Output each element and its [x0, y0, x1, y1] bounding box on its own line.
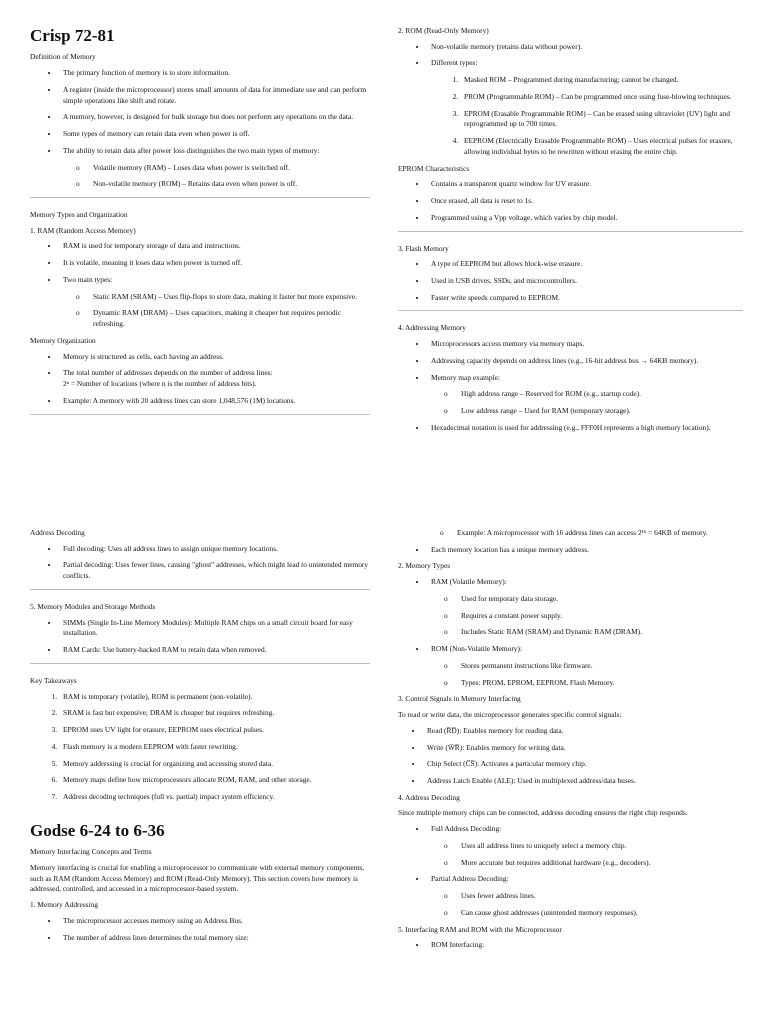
sub-list-item: o Low address range – Used for RAM (temporary storage).: [444, 406, 743, 417]
decoding-types-list: [398, 824, 743, 918]
numbered-item: 3. EPROM (Erasable Programmable ROM) – Can be erased using ultraviolet (UV) light and reprogrammed up to 700 times.: [460, 109, 743, 130]
sub-list-item: o Dynamic RAM (DRAM) – Uses capacitors, making it cheaper but requires periodic refreshing.: [76, 308, 370, 329]
section-crisp-left: [30, 26, 370, 427]
list-item: • Memory is structured as cells, each having an address.: [59, 352, 370, 363]
list-item: [427, 577, 743, 638]
divider: [398, 310, 743, 311]
sub-list-item: o More accurate but requires additional hardware (e.g., decoders).: [444, 858, 743, 869]
heading-memory-organization: Memory Organization: [30, 335, 96, 345]
list-item: • RAM Cards: Use battery-backed RAM to retain data when removed.: [59, 645, 370, 656]
list-item: • RAM is used for temporary storage of data and instructions.: [59, 241, 370, 252]
heading-eprom-characteristics: EPROM Characteristics: [398, 163, 470, 173]
address-list: [398, 545, 743, 556]
sub-list: [63, 163, 370, 190]
section-godse-left: [30, 528, 370, 949]
sub-list-item: o Types: PROM, EPROM, EEPROM, Flash Memory.: [444, 678, 743, 689]
list-item: • Address Latch Enable (ALE): Used in multiplexed address/data buses.: [423, 776, 743, 787]
list-item-text: The total number of addresses depends on the number of address lines:: [63, 368, 273, 378]
numbered-item: 2. PROM (Programmable ROM) – Can be programmed once using fuse-blowing techniques.: [460, 92, 743, 103]
list-item: • Contains a transparent quartz window for UV erasure.: [427, 179, 743, 190]
list-item: [427, 373, 743, 417]
heading-addressing-memory: 4. Addressing Memory: [398, 323, 466, 333]
divider: [30, 589, 370, 590]
sub-list: [63, 292, 370, 330]
interfacing-list: [398, 940, 743, 951]
list-item-text: RAM (Volatile Memory):: [431, 577, 507, 587]
list-item: • Each memory location has a unique memory address.: [427, 545, 743, 556]
addressing-list: [398, 339, 743, 433]
list-item: [59, 146, 370, 190]
list-item-text: The ability to retain data after power loss distinguishes the two main types of memory:: [63, 145, 320, 155]
section-crisp-right: [398, 26, 743, 440]
heading-interfacing-concepts: Memory Interfacing Concepts and Terms: [30, 847, 152, 857]
divider: [398, 231, 743, 232]
divider: [30, 663, 370, 664]
organization-list: [30, 352, 370, 407]
decoding-list: [30, 544, 370, 582]
address-decoding-intro: Since multiple memory chips can be connected, address decoding ensures the right chip responds.: [398, 808, 688, 818]
sub-list-item: o Stores permanent instructions like firmware.: [444, 661, 743, 672]
list-item: • Hexadecimal notation is used for addressing (e.g., FFF0H represents a high memory location).: [427, 423, 743, 434]
sub-list-item: o Uses all address lines to uniquely select a memory chip.: [444, 841, 743, 852]
sub-list-item: o Static RAM (SRAM) – Uses flip-flops to store data, making it faster but more expensive.: [76, 292, 370, 303]
list-item: • It is volatile, meaning it loses data when power is turned off.: [59, 258, 370, 269]
numbered-item: 2. SRAM is fast but expensive; DRAM is cheaper but requires refreshing.: [59, 708, 370, 719]
list-item: • SIMMs (Single In-Line Memory Modules): Multiple RAM chips on a small circuit board for easy installation.: [59, 618, 370, 639]
list-item: • Example: A memory with 20 address lines can store 1,048,576 (1M) locations.: [59, 396, 370, 407]
numbered-item: 1. Masked ROM – Programmed during manufacturing; cannot be changed.: [460, 75, 743, 86]
heading-interfacing-ram-rom: 5. Interfacing RAM and ROM with the Microprocessor: [398, 924, 562, 934]
sub-list-item: o Volatile memory (RAM) – Loses data when power is switched off.: [76, 163, 370, 174]
sub-list: [431, 661, 743, 688]
list-item: • ROM Interfacing:: [427, 940, 743, 951]
sub-list: [431, 841, 743, 868]
list-item-text: Full Address Decoding:: [431, 824, 502, 834]
heading-flash-memory: 3. Flash Memory: [398, 243, 449, 253]
control-signals-list: [398, 726, 743, 787]
rom-types-list: [431, 75, 743, 157]
divider: [30, 414, 370, 415]
sub-list-item: o Requires a constant power supply.: [444, 611, 743, 622]
list-item: • A register (inside the microprocessor) stores small amounts of data for immediate use and can perform simple operations like shift and rotate.: [59, 85, 370, 106]
list-item: [427, 874, 743, 918]
sub-list-item: o Used for temporary data storage.: [444, 594, 743, 605]
heading-address-decoding: Address Decoding: [30, 528, 85, 537]
numbered-item: 1. RAM is temporary (volatile), ROM is permanent (non-volatile).: [59, 692, 370, 703]
list-item: • Partial decoding: Uses fewer lines, causing "ghost" addresses, which might lead to unintended memory conflicts.: [59, 560, 370, 581]
heading-address-decoding: 4. Address Decoding: [398, 792, 460, 802]
ram-list: [30, 241, 370, 329]
numbered-item: 3. EPROM uses UV light for erasure, EEPROM uses electrical pulses.: [59, 725, 370, 736]
intro-paragraph: Memory interfacing is crucial for enabling a microprocessor to communicate with external memory components, such as RAM (Random Access Memory) and ROM (Read-Only Memory). This section covers how memory is addressed, controlled, and accessed in a microprocessor-based system.: [30, 862, 365, 894]
list-item: • A type of EEPROM but allows block-wise erasure.: [427, 259, 743, 270]
section-title: Godse 6-24 to 6-36: [30, 820, 165, 840]
list-item: [427, 644, 743, 688]
heading-rom: 2. ROM (Read-Only Memory): [398, 26, 489, 35]
sub-list: [398, 528, 743, 539]
list-item-text: Partial Address Decoding:: [431, 874, 509, 884]
definition-list: [30, 68, 370, 190]
modules-list: [30, 618, 370, 656]
heading-ram: 1. RAM (Random Access Memory): [30, 225, 136, 235]
sub-list: [431, 594, 743, 638]
heading-definition-of-memory: Definition of Memory: [30, 52, 96, 62]
list-item: • Microprocessors access memory via memory maps.: [427, 339, 743, 350]
formula-text: 2ⁿ = Number of locations (where n is the number of address bits).: [63, 379, 257, 389]
list-item: [427, 824, 743, 868]
heading-memory-addressing: 1. Memory Addressing: [30, 900, 98, 910]
numbered-item: 4. Flash memory is a modern EEPROM with faster rewriting.: [59, 742, 370, 753]
list-item: [59, 368, 370, 389]
numbered-item: 6. Memory maps define how microprocessors allocate ROM, RAM, and other storage.: [59, 775, 370, 786]
list-item-text: Two main types:: [63, 274, 113, 284]
sub-list-item: o Non-volatile memory (ROM) – Retains data even when power is off.: [76, 179, 370, 190]
control-signals-intro: To read or write data, the microprocessor generates specific control signals:: [398, 710, 622, 720]
flash-list: [398, 259, 743, 303]
list-item: • Programmed using a Vpp voltage, which varies by chip model.: [427, 213, 743, 224]
list-item: • Used in USB drives, SSDs, and microcontrollers.: [427, 276, 743, 287]
numbered-item: 5. Memory addressing is crucial for organizing and accessing stored data.: [59, 759, 370, 770]
list-item: [59, 275, 370, 330]
list-item-text: Memory map example:: [431, 372, 500, 382]
list-item: • Once erased, all data is reset to 1s.: [427, 196, 743, 207]
list-item: [427, 58, 743, 157]
heading-memory-types: 2. Memory Types: [398, 561, 451, 571]
sub-list: [431, 891, 743, 918]
numbered-item: 7. Address decoding techniques (full vs. partial) impact system efficiency.: [59, 792, 370, 803]
list-item-text: ROM (Non-Volatile Memory):: [431, 644, 523, 654]
page-title: Crisp 72-81: [30, 26, 115, 45]
rom-list: [398, 42, 743, 158]
section-godse-right: [398, 528, 743, 957]
list-item: • Non-volatile memory (retains data without power).: [427, 42, 743, 53]
numbered-item: 4. EEPROM (Electrically Erasable Programmable ROM) – Uses electrical pulses for erasure, allowing individual bytes to be rewritten without erasing the entire chip.: [460, 136, 743, 157]
memory-addressing-list: [30, 916, 370, 943]
heading-memory-types: Memory Types and Organization: [30, 210, 128, 219]
sub-list-item: o Can cause ghost addresses (unintended memory responses).: [444, 908, 743, 919]
memory-types-list: [398, 577, 743, 688]
list-item: • Full decoding: Uses all address lines to assign unique memory locations.: [59, 544, 370, 555]
sub-list-item: o Uses fewer address lines.: [444, 891, 743, 902]
list-item: • Read (R̅D̅): Enables memory for reading data.: [423, 726, 743, 737]
sub-list-item: o Includes Static RAM (SRAM) and Dynamic RAM (DRAM).: [444, 627, 743, 638]
heading-control-signals: 3. Control Signals in Memory Interfacing: [398, 694, 521, 704]
sub-list-item: o High address range – Reserved for ROM (e.g., startup code).: [444, 389, 743, 400]
eprom-list: [398, 179, 743, 223]
list-item: • Chip Select (C̅S̅): Activates a particular memory chip.: [423, 759, 743, 770]
list-item: • Some types of memory can retain data even when power is off.: [59, 129, 370, 140]
list-item: • Faster write speeds compared to EEPROM.: [427, 293, 743, 304]
sub-list-item: o Example: A microprocessor with 16 address lines can access 2¹⁶ = 64KB of memory.: [440, 528, 743, 539]
list-item-text: Different types:: [431, 58, 478, 68]
list-item: • The microprocessor accesses memory using an Address Bus.: [59, 916, 370, 927]
list-item: • The number of address lines determines the total memory size:: [59, 933, 370, 944]
sub-list: [431, 389, 743, 416]
list-item: • Write (W̅R̅): Enables memory for writing data.: [423, 743, 743, 754]
takeaways-list: [30, 692, 370, 803]
list-item: • The primary function of memory is to store information.: [59, 68, 370, 79]
heading-key-takeaways: Key Takeaways: [30, 675, 77, 685]
heading-memory-modules: 5. Memory Modules and Storage Methods: [30, 601, 156, 611]
list-item: • A memory, however, is designed for bulk storage but does not perform any operations on the data.: [59, 112, 370, 123]
list-item: • Addressing capacity depends on address lines (e.g., 16-bit address bus → 64KB memory).: [427, 356, 743, 367]
divider: [30, 197, 370, 198]
